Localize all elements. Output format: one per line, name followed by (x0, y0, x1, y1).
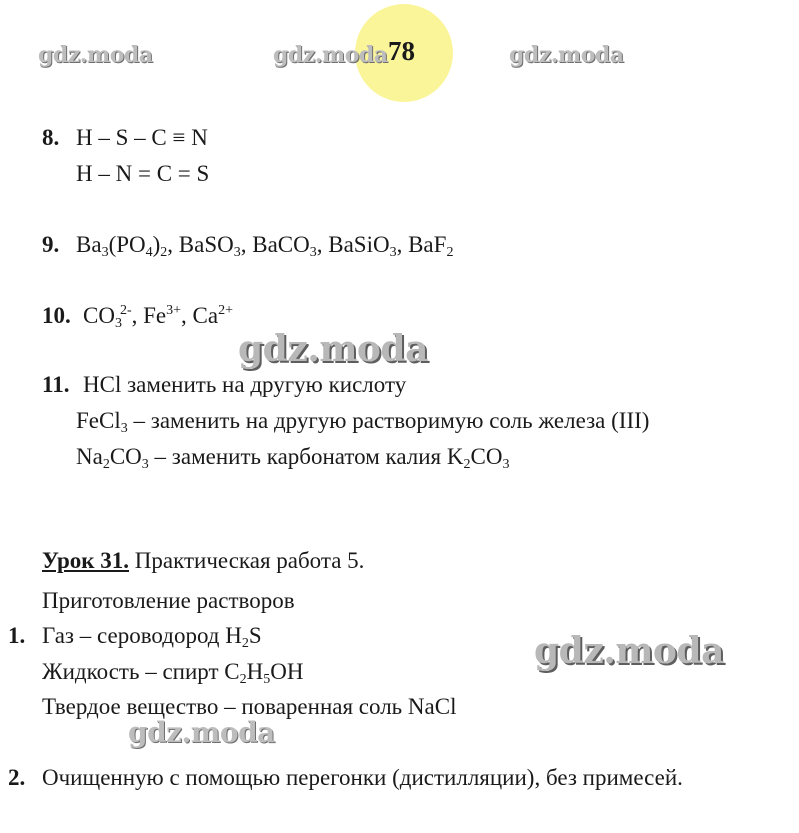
watermark: gdz.moda (534, 630, 724, 672)
watermark: gdz.moda (509, 42, 624, 68)
gas-note: Газ – сероводород $H_2S$ (42, 623, 262, 651)
lesson-subtitle: Приготовление растворов (42, 588, 295, 613)
lesson-label: Урок 31. (42, 548, 130, 573)
watermark: gdz.moda (273, 42, 388, 68)
solid-note: Твердое вещество – поваренная соль NaCl (42, 694, 457, 719)
fecl3-note: FeCl$_3$ – заменить на другую растворимую соль железа (III) (76, 408, 650, 436)
answer-1-line-1 (8, 623, 262, 651)
barium-salts: $Ba_3(PO_4)_2$, BaSO$_3$, BaCO$_3$, BaSiO$_3$, BaF$_2$ (76, 232, 454, 260)
task-number: 8. (42, 125, 60, 150)
na2co3-note: $Na_2CO_3$ – заменить карбонатом калия $K_2CO_3$ (76, 444, 510, 472)
task-9 (42, 232, 454, 260)
task-8-line-1 (42, 125, 208, 150)
watermark: gdz.moda (38, 42, 153, 68)
task-number: 9. (42, 232, 60, 257)
task-number: 11. (42, 372, 70, 397)
watermark: gdz.moda (238, 328, 428, 370)
task-11-line-1 (42, 372, 407, 397)
watermark: gdz.moda (128, 716, 275, 749)
task-number: 2. (8, 765, 26, 790)
page-number: 78 (388, 36, 415, 66)
task-number: 1. (8, 623, 26, 648)
formula-thiocyanic: H – S – C ≡ N (76, 125, 208, 150)
lesson-heading (42, 549, 364, 572)
task-10 (42, 303, 233, 331)
water-note: Очищенную с помощью перегонки (дистилляции), без примесей. (42, 765, 683, 790)
task-number: 10. (42, 303, 71, 328)
answer-2 (8, 765, 683, 790)
hcl-note: HCl заменить на другую кислоту (83, 372, 407, 397)
liquid-note: Жидкость – спирт $C_2H_5OH$ (42, 659, 304, 687)
lesson-title: Практическая работа 5. (129, 548, 365, 573)
formula-isothiocyanic: H – N = C = S (76, 161, 210, 186)
ions: $CO_3^{2-}$, $Fe^{3+}$, $Ca^{2+}$ (83, 303, 233, 331)
